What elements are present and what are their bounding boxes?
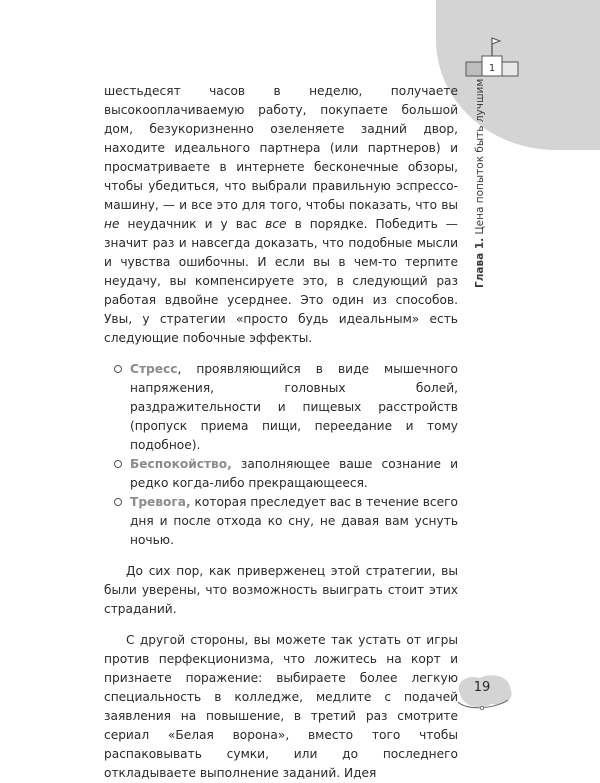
list-item: Стресс, проявляющийся в виде мышечного напряжения, головных болей, раздражительности и пищевых расстройств (пропуск приема пищи, переедание и тому подобное).: [104, 360, 458, 455]
circle-bullet-icon: [114, 498, 122, 506]
chapter-title: Цена попыток быть лучшим: [474, 78, 486, 235]
podium-label: 1: [488, 63, 496, 74]
paragraph-1: шестьдесят часов в неделю, получаете высокооплачиваемую работу, покупаете большой дом, безукоризненно озеленяете задний двор, находите идеального партнера (или партнеров) и просматриваете в интернете бесконечные обзоры, чтобы убедиться, что выбрали правильную эспрессо-машину, — и все это для того, чтобы показать, что вы не неудачник и у вас все в порядке. Победить — значит раз и навсегда доказать, что подобные мысли и чувства ошибочны. И если вы в чем-то терпите неудачу, вы компенсируете это, в следующий раз работая вдвойне усерднее. Это один из способов. Увы, у стратегии «просто будь идеальным» есть следующие побочные эффекты.: [104, 84, 458, 345]
page-number: 19: [473, 680, 491, 695]
paragraph-3: С другой стороны, вы можете так устать от игры против перфекционизма, что ложитесь на корт и признаете поражение: выбираете более легкую специальность в колледже, медлите с подачей заявления на повышение, в третий раз смотрите сериал «Белая ворона», вместо того чтобы распаковывать сумки, или до последнего откладываете выполнение заданий. Идея: [104, 633, 458, 780]
list-item: Беспокойство, заполняющее ваше сознание и редко когда-либо прекращающееся.: [104, 455, 458, 493]
body-text: [104, 82, 458, 783]
podium-flag-icon: [462, 36, 522, 78]
list-item: Тревога, которая преследует вас в течение всего дня и после отхода ко сну, не давая вам уснуть ночью.: [104, 493, 458, 550]
paragraph-2: До сих пор, как приверженец этой стратегии, вы были уверены, что возможность выиграть стоит этих страданий.: [104, 564, 458, 616]
side-effects-list: [104, 360, 458, 550]
circle-bullet-icon: [114, 365, 122, 373]
circle-bullet-icon: [114, 460, 122, 468]
running-head: [474, 79, 486, 288]
chapter-number: Глава 1.: [474, 237, 486, 288]
